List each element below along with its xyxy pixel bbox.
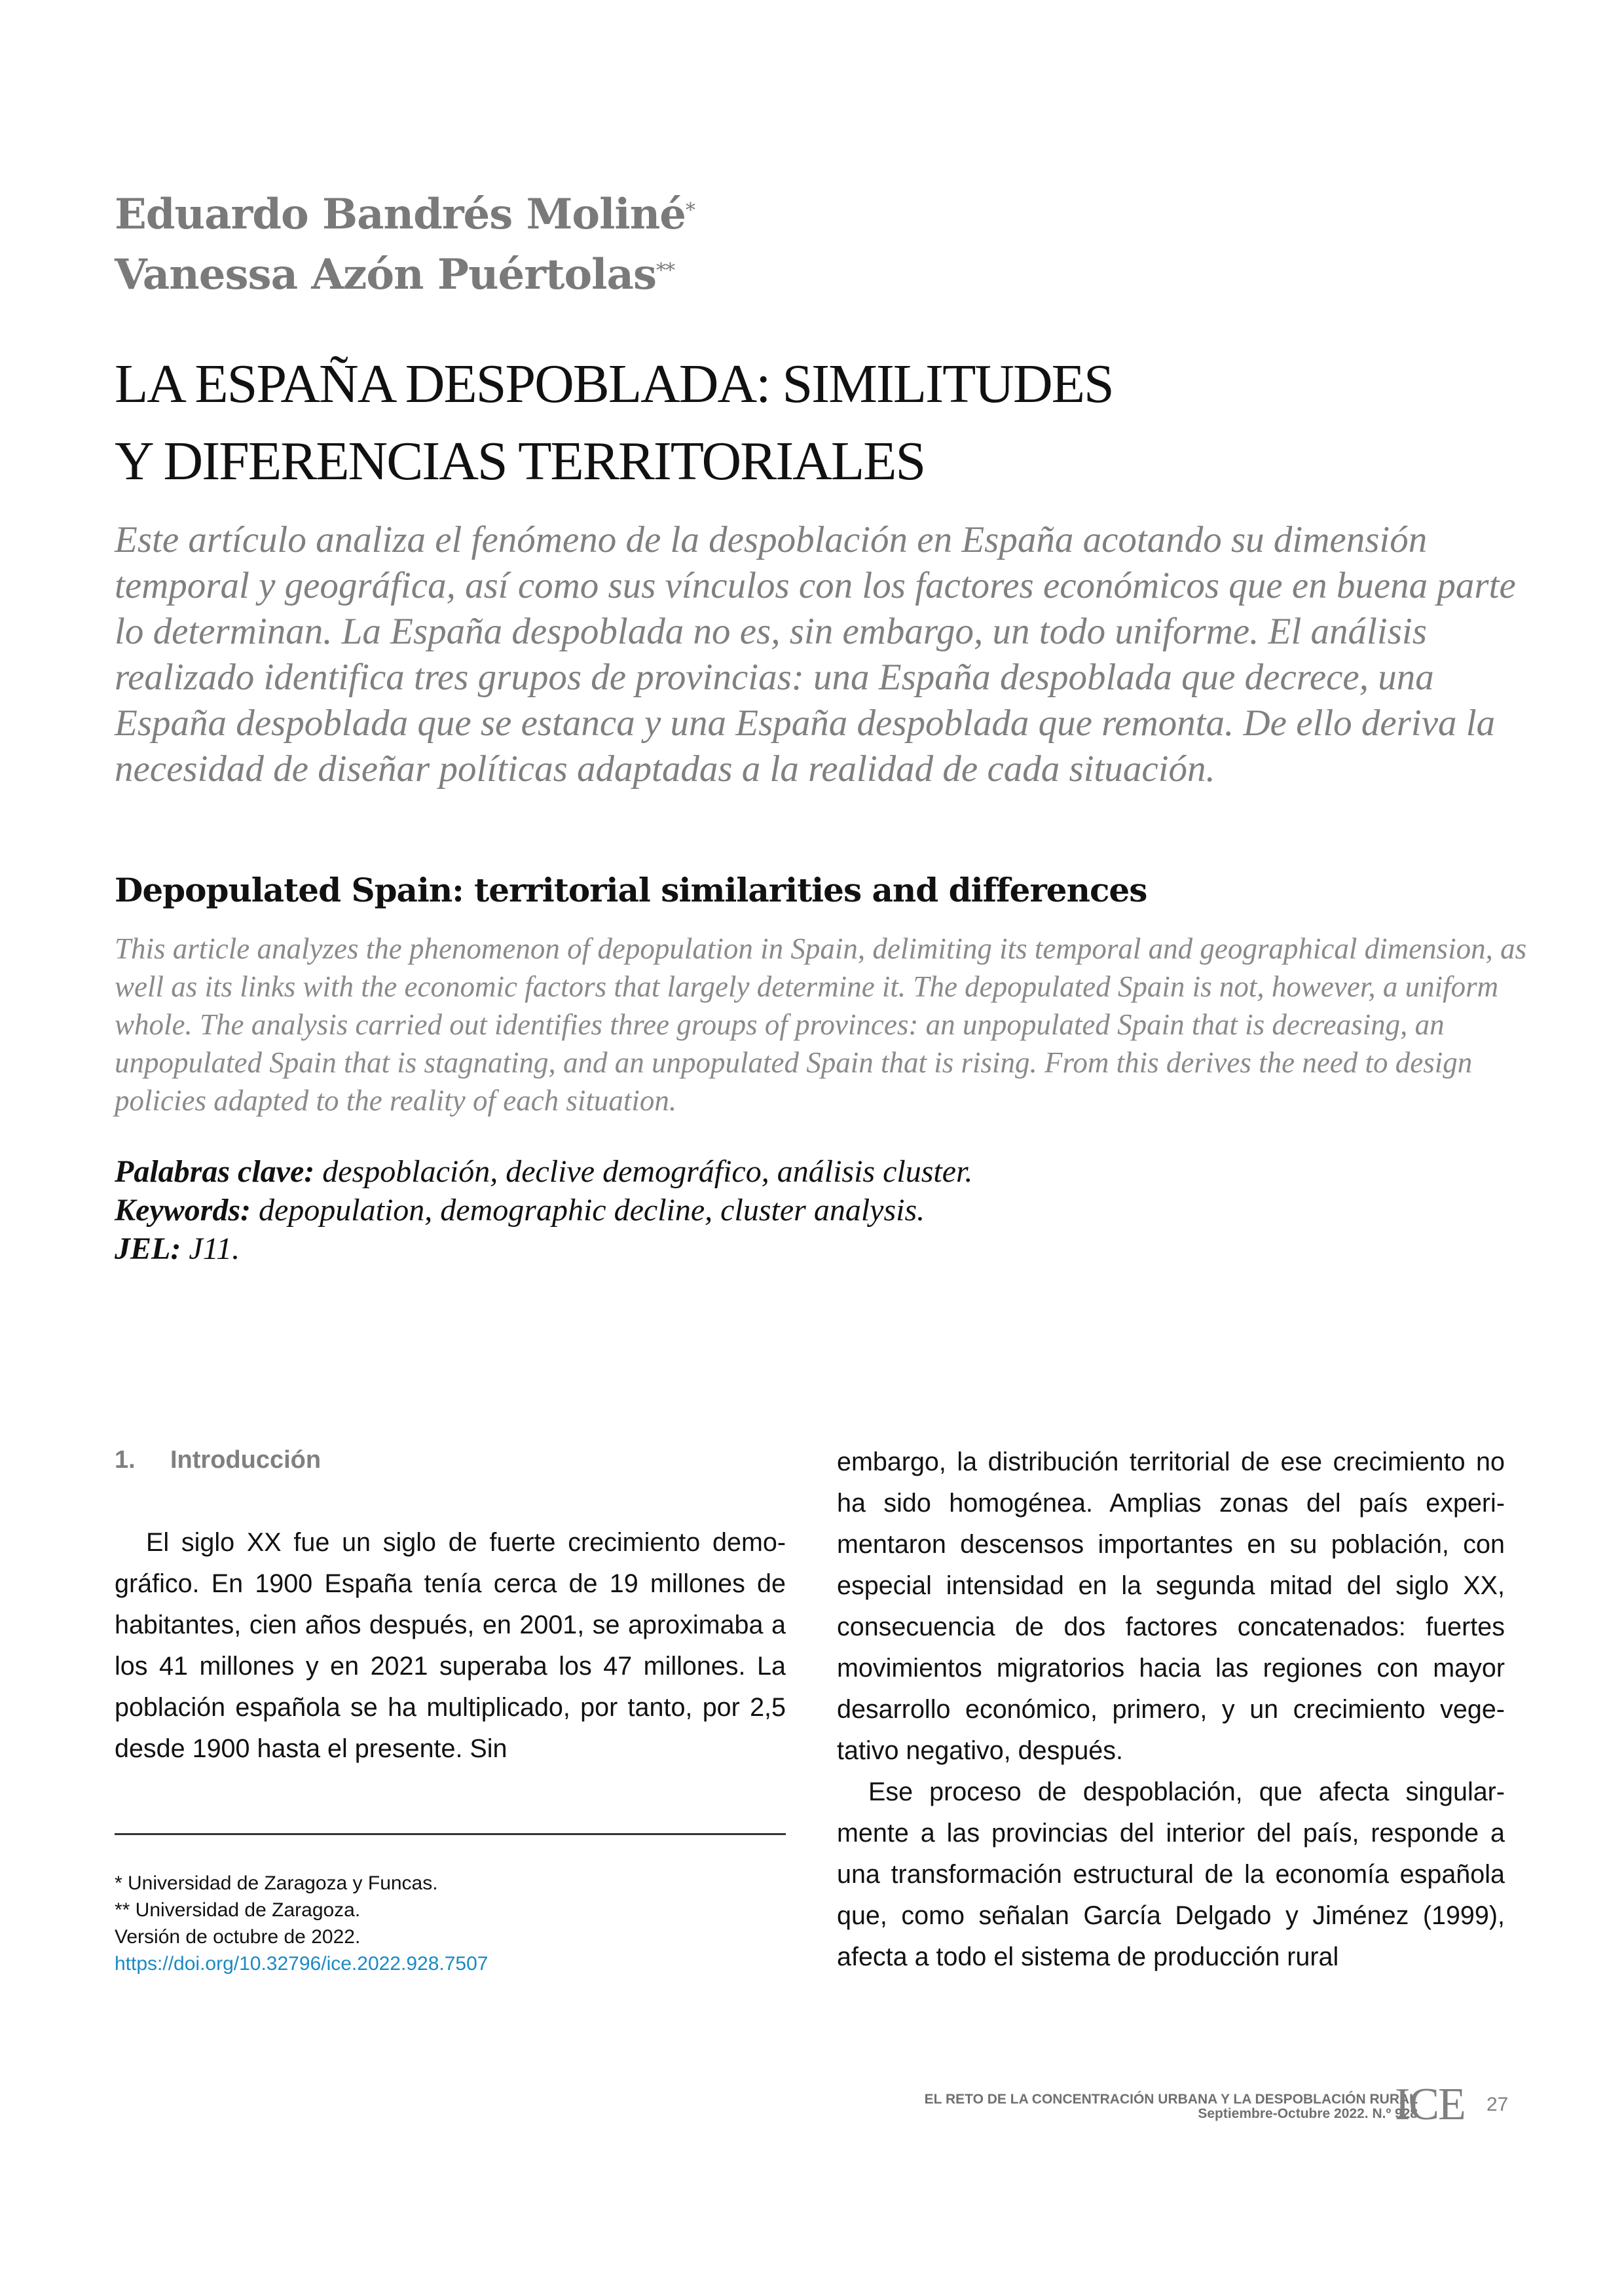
doi-link[interactable]: https://doi.org/10.32796/ice.2022.928.7507 <box>115 1953 489 1975</box>
footnote-mark: * <box>685 199 695 222</box>
author-1 <box>115 185 695 245</box>
page-number: 27 <box>1486 2094 1509 2115</box>
abstract-spanish: Este artículo analiza el fenómeno de la despoblación en España acotando su dimensión temporal y geográfica, así como sus vínculos con los factores económicos que en buena parte lo determinan. La España despoblada no es, sin embargo, un todo uniforme. El análisis realizado identifica tres grupos de provincias: una España despoblada que decrece, una España despoblada que se estanca y una España despoblada que remonta. De ello deriva la necesidad de diseñar políticas adaptadas a la realidad de cada situación. <box>115 519 1516 790</box>
paragraph: El siglo XX fue un siglo de fuerte crecimiento demográfico. En 1900 España tenía cerca de 19 millones de habitantes, cien años después, en 2001, se aproximaba a los 41 millones y en 2021 superaba los 47 millones. La población española se ha multiplicado, por tanto, por 2,5 desde 1900 hasta el presente. Sin <box>115 1528 786 1763</box>
english-title: Depopulated Spain: territorial similarities and differences <box>115 871 1147 909</box>
palabras-clave-label: Palabras clave: <box>115 1154 315 1189</box>
palabras-clave <box>115 1152 972 1191</box>
footnote-divider <box>115 1833 786 1835</box>
article-title <box>115 346 1113 500</box>
body-column-right <box>837 1442 1505 1978</box>
title-line-1: LA ESPAÑA DESPOBLADA: SIMILITUDES <box>115 354 1113 414</box>
journal-series-title: EL RETO DE LA CONCENTRACIÓN URBANA Y LA DESPOBLACIÓN RURAL <box>924 2092 1418 2107</box>
footnotes <box>115 1870 488 1977</box>
jel-value: J11. <box>181 1231 240 1266</box>
page-footer <box>925 2092 1418 2121</box>
jel-label: JEL: <box>115 1231 181 1266</box>
keywords-label: Keywords: <box>115 1193 251 1228</box>
journal-issue: Septiembre-Octubre 2022. N.º 928 <box>1198 2106 1418 2121</box>
paragraph: Ese proceso de despoblación, que afecta singularmente a las provincias del interior del país, responde a una transformación estructural de la economía española que, como señalan García Delgado y Jiménez (1999), afecta a todo el sistema de producción rural <box>837 1777 1505 1971</box>
section-heading <box>115 1444 786 1476</box>
author-name: Vanessa Azón Puértolas <box>115 250 656 299</box>
author-name: Eduardo Bandrés Moliné <box>115 190 686 239</box>
jel-codes <box>115 1230 972 1268</box>
authors-block <box>115 185 695 305</box>
section-title: Introducción <box>170 1446 322 1474</box>
author-2 <box>115 245 695 305</box>
version-note: Versión de octubre de 2022. <box>115 1926 361 1948</box>
keywords-en <box>115 1191 972 1230</box>
palabras-clave-value: despoblación, declive demográfico, análisis cluster. <box>314 1154 973 1189</box>
keywords-block <box>115 1152 972 1268</box>
section-number: 1. <box>115 1446 136 1474</box>
paragraph: embargo, la distribución territorial de ese crecimiento no ha sido homogénea. Amplias zonas del país experimentaron descensos importantes en su población, con especial intensidad en la segunda mitad del siglo XX, consecuencia de dos factores concatenados: fuertes movimientos migratorios hacia las regiones con mayor desarrollo económico, primero, y un crecimiento vegetativo negativo, después. <box>837 1448 1505 1765</box>
ice-logo: ICE <box>1395 2079 1465 2130</box>
footnote-mark: ** <box>655 259 674 282</box>
body-column-left <box>115 1444 786 1770</box>
keywords-value: depopulation, demographic decline, cluster analysis. <box>250 1193 925 1228</box>
title-line-2: Y DIFERENCIAS TERRITORIALES <box>115 431 925 492</box>
footnote-affiliation-1: * Universidad de Zaragoza y Funcas. <box>115 1872 438 1894</box>
footnote-affiliation-2: ** Universidad de Zaragoza. <box>115 1899 361 1921</box>
abstract-english: This article analyzes the phenomenon of depopulation in Spain, delimiting its temporal and geographical dimension, as well as its links with the economic factors that largely determine it. The depopulated Spain is not, however, a uniform whole. The analysis carried out identifies three groups of provinces: an unpopulated Spain that is decreasing, an unpopulated Spain that is stagnating, and an unpopulated Spain that is rising. From this derives the need to design policies adapted to the reality of each situation. <box>115 932 1527 1117</box>
